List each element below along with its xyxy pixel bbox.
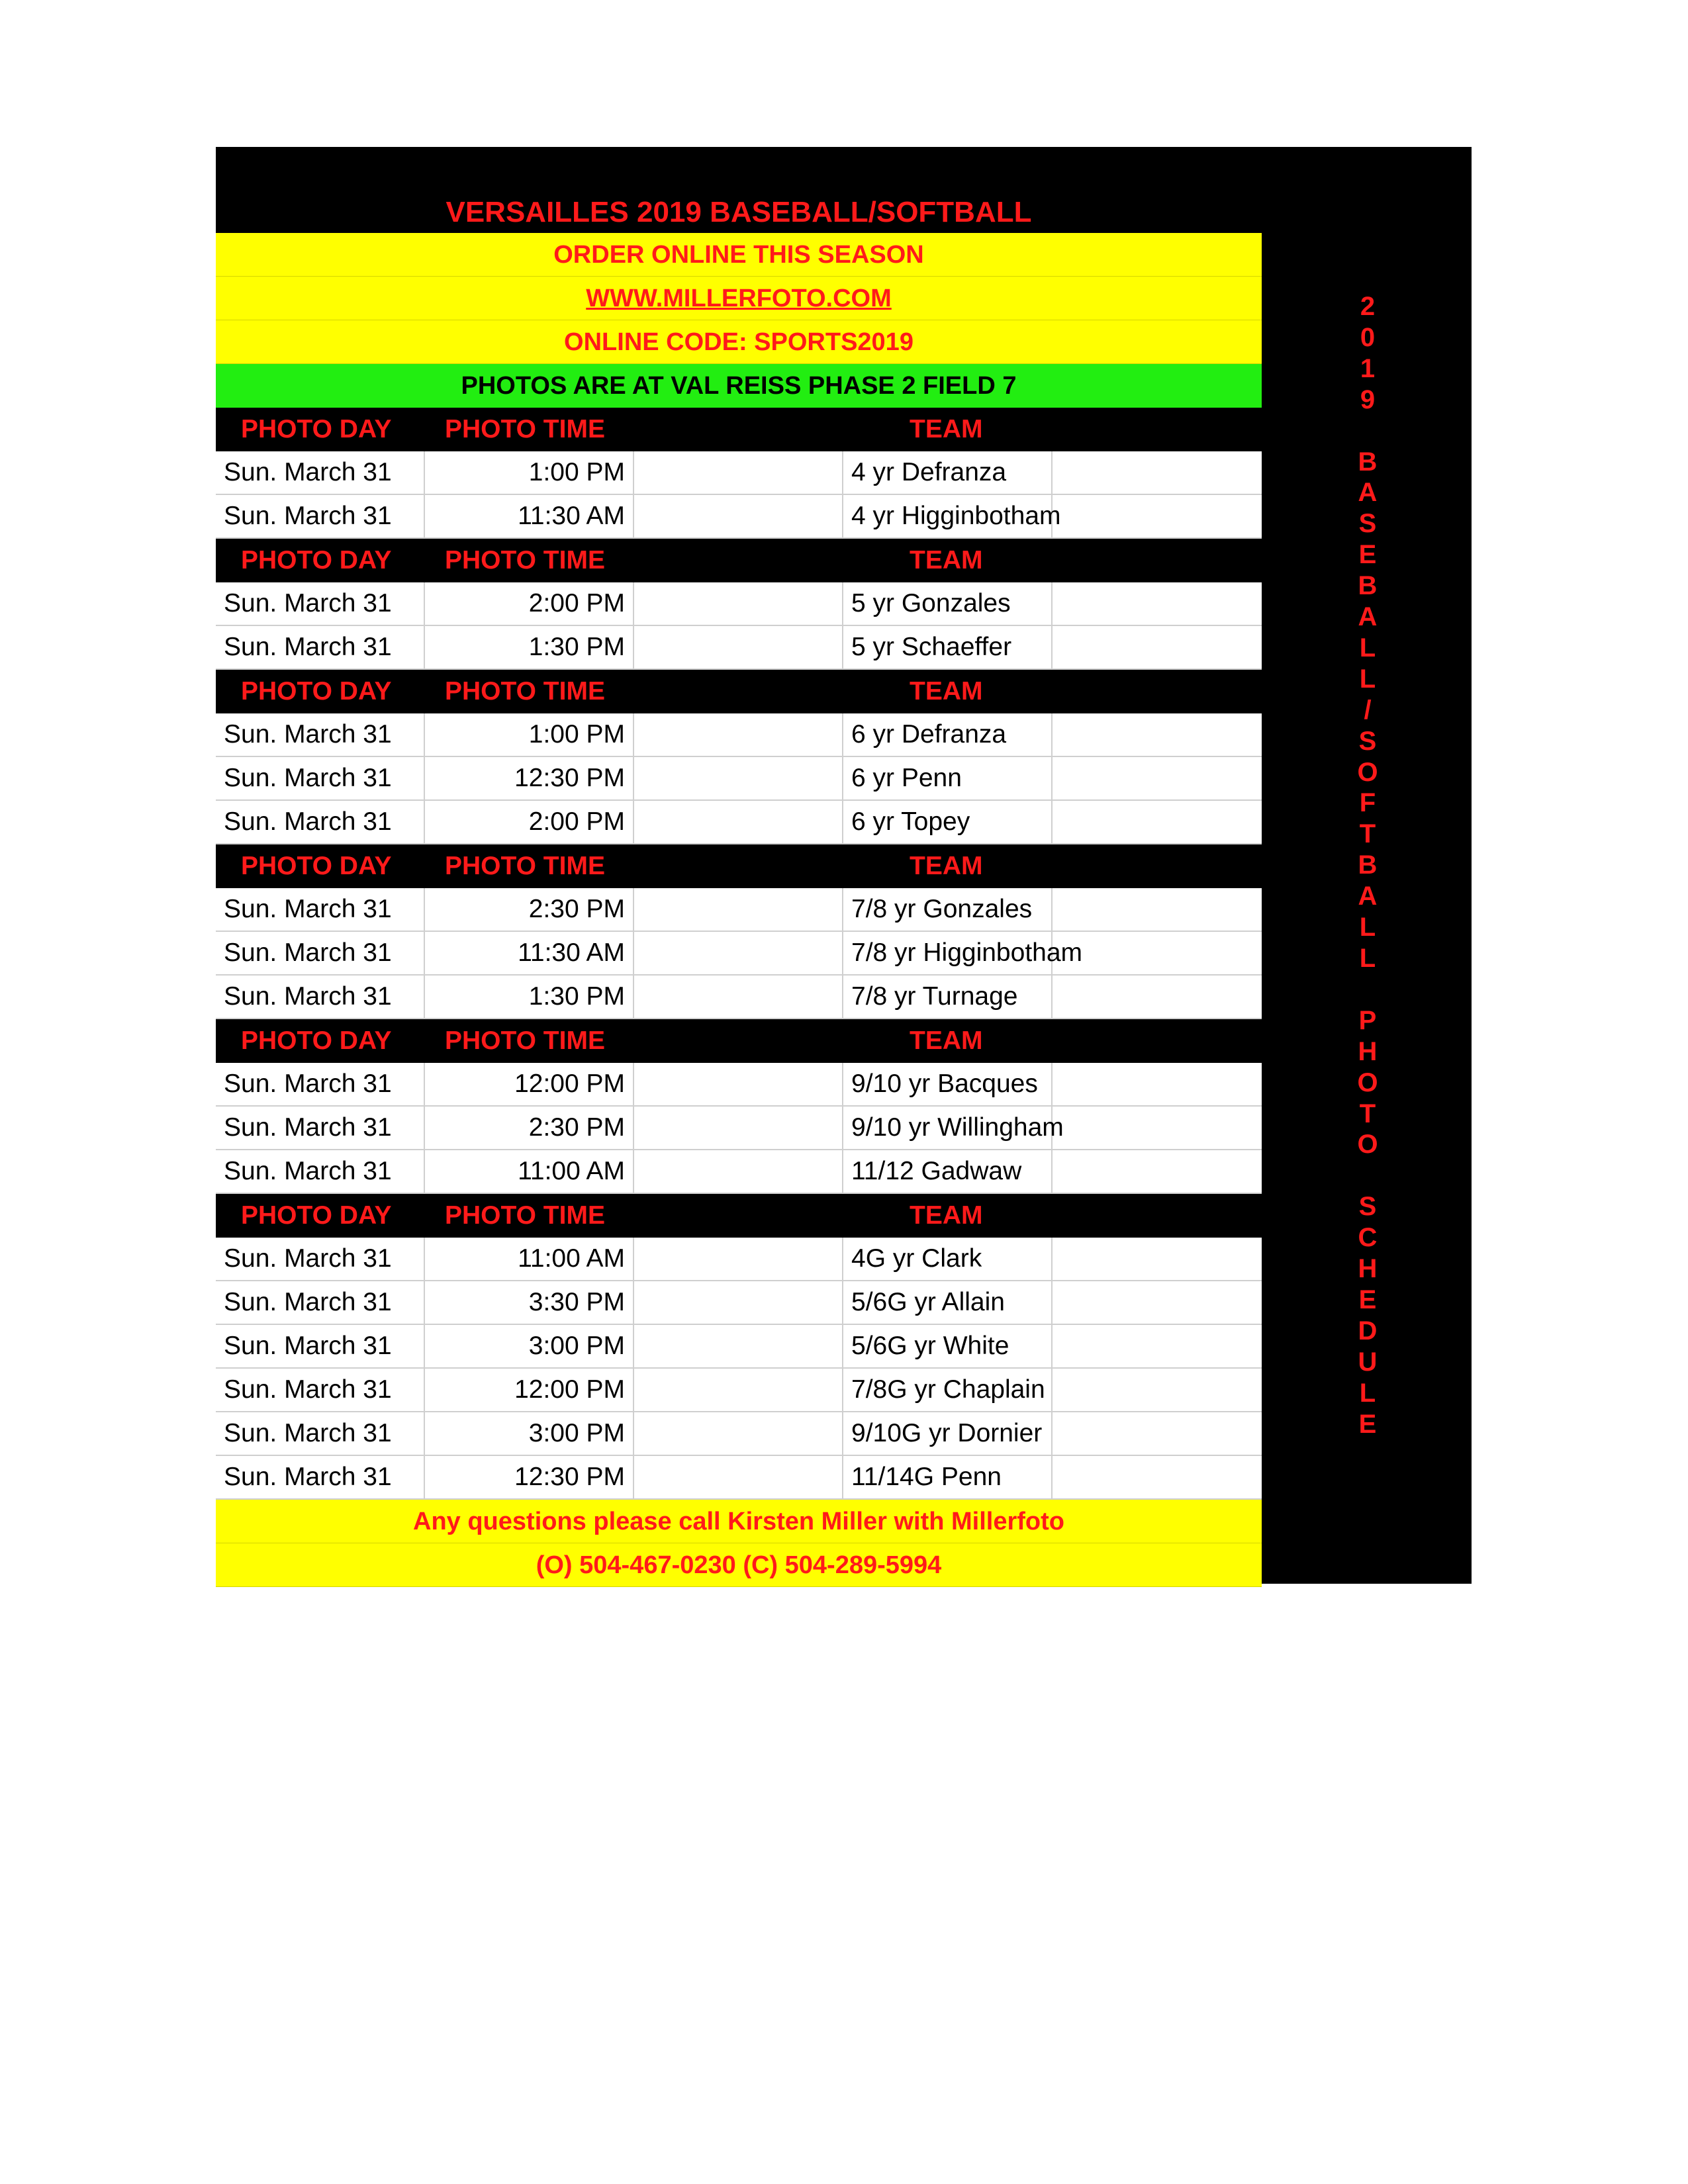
team-cell: 4G yr Clark	[843, 1238, 1053, 1281]
photo-day-cell: Sun. March 31	[216, 1107, 425, 1150]
table-row	[216, 1281, 1262, 1325]
empty-cell	[1053, 626, 1262, 670]
questions-band	[216, 1500, 1262, 1543]
team-cell: 6 yr Penn	[843, 757, 1053, 801]
empty-cell	[1053, 1325, 1262, 1369]
header-team: TEAM	[910, 1201, 983, 1230]
empty-cell	[1053, 1150, 1262, 1194]
empty-cell	[1053, 495, 1262, 539]
photo-time-cell: 2:00 PM	[425, 582, 634, 626]
header-blank	[634, 408, 843, 451]
side-title-letter: S	[1358, 509, 1377, 539]
team-cell: 5/6G yr Allain	[843, 1281, 1053, 1325]
photo-day-cell: Sun. March 31	[216, 757, 425, 801]
side-title-letter: 1	[1360, 353, 1376, 383]
header-team: TEAM	[910, 852, 983, 880]
schedule-groups	[216, 408, 1262, 1500]
empty-cell	[1053, 582, 1262, 626]
side-title-letter: H	[1358, 1036, 1378, 1066]
empty-cell	[634, 1412, 843, 1456]
photo-time-cell: 11:30 AM	[425, 932, 634, 976]
photo-time-cell: 3:00 PM	[425, 1412, 634, 1456]
team-cell: 9/10 yr Bacques	[843, 1063, 1053, 1107]
side-title-letter: S	[1358, 726, 1377, 756]
team-cell: 9/10 yr Willingham	[843, 1107, 1053, 1150]
side-title-letter: 2	[1360, 292, 1376, 321]
photo-time-cell: 2:30 PM	[425, 1107, 634, 1150]
photo-day-cell: Sun. March 31	[216, 713, 425, 757]
team-cell: 5 yr Schaeffer	[843, 626, 1053, 670]
order-online-text: ORDER ONLINE THIS SEASON	[553, 241, 924, 269]
header-photo-time: PHOTO TIME	[445, 1201, 605, 1230]
team-cell: 4 yr Higginbotham	[843, 495, 1053, 539]
table-row	[216, 932, 1262, 976]
empty-cell	[634, 451, 843, 495]
header-photo-time: PHOTO TIME	[445, 546, 605, 574]
team-cell: 5 yr Gonzales	[843, 582, 1053, 626]
side-title-letter: T	[1359, 819, 1376, 849]
photo-day-cell: Sun. March 31	[216, 626, 425, 670]
group-header-row	[216, 1194, 1262, 1238]
side-title-letter: T	[1359, 1099, 1376, 1128]
schedule-sheet	[216, 147, 1472, 1584]
table-row	[216, 451, 1262, 495]
header-blank	[634, 670, 843, 713]
empty-cell	[634, 1238, 843, 1281]
photo-day-cell: Sun. March 31	[216, 801, 425, 844]
table-row	[216, 1369, 1262, 1412]
photo-time-cell: 11:30 AM	[425, 495, 634, 539]
header-photo-day: PHOTO DAY	[241, 1201, 392, 1230]
side-title-letter: 9	[1360, 385, 1376, 414]
side-title-letter: A	[1358, 602, 1378, 632]
side-title-letter: B	[1358, 571, 1378, 601]
photo-time-cell: 3:30 PM	[425, 1281, 634, 1325]
photo-time-cell: 2:00 PM	[425, 801, 634, 844]
empty-cell	[634, 582, 843, 626]
empty-cell	[634, 1063, 843, 1107]
empty-cell	[1053, 888, 1262, 932]
header-team: TEAM	[910, 415, 983, 443]
photo-day-cell: Sun. March 31	[216, 1150, 425, 1194]
table-row	[216, 626, 1262, 670]
empty-cell	[1053, 976, 1262, 1019]
photo-day-cell: Sun. March 31	[216, 1238, 425, 1281]
team-cell: 7/8 yr Higginbotham	[843, 932, 1053, 976]
group-header-row	[216, 670, 1262, 713]
table-row	[216, 757, 1262, 801]
side-title-letter: /	[1364, 695, 1372, 725]
table-row	[216, 1107, 1262, 1150]
empty-cell	[634, 757, 843, 801]
team-cell: 11/14G Penn	[843, 1456, 1053, 1500]
online-code-text: ONLINE CODE: SPORTS2019	[564, 328, 914, 356]
header-blank	[634, 844, 843, 888]
side-title-letter: P	[1358, 1005, 1377, 1035]
photo-day-cell: Sun. March 31	[216, 1325, 425, 1369]
table-row	[216, 582, 1262, 626]
photo-time-cell: 12:30 PM	[425, 1456, 634, 1500]
empty-cell	[1053, 1456, 1262, 1500]
side-title-letter: L	[1359, 913, 1376, 942]
photo-day-cell: Sun. March 31	[216, 582, 425, 626]
header-team: TEAM	[910, 1026, 983, 1055]
photo-day-cell: Sun. March 31	[216, 1369, 425, 1412]
side-title-letter: C	[1358, 1223, 1378, 1253]
side-title-letter: F	[1359, 788, 1376, 818]
side-title-letter: D	[1358, 1316, 1378, 1345]
empty-cell	[1053, 801, 1262, 844]
team-cell: 9/10G yr Dornier	[843, 1412, 1053, 1456]
photo-time-cell: 1:30 PM	[425, 976, 634, 1019]
side-title-letter: L	[1359, 633, 1376, 662]
header-photo-day: PHOTO DAY	[241, 852, 392, 880]
empty-cell	[634, 626, 843, 670]
empty-cell	[1053, 1281, 1262, 1325]
header-photo-day: PHOTO DAY	[241, 415, 392, 443]
side-title-gap	[1354, 1160, 1487, 1191]
empty-cell	[1053, 1412, 1262, 1456]
side-title-letter: L	[1359, 944, 1376, 974]
photo-day-cell: Sun. March 31	[216, 495, 425, 539]
photo-time-cell: 3:00 PM	[425, 1325, 634, 1369]
website-band	[216, 277, 1262, 320]
phones-text: (O) 504-467-0230 (C) 504-289-5994	[536, 1551, 942, 1579]
side-title-gap	[1354, 416, 1487, 447]
website-link[interactable]: WWW.MILLERFOTO.COM	[586, 285, 892, 312]
empty-cell	[634, 1456, 843, 1500]
empty-cell	[634, 1369, 843, 1412]
table-row	[216, 1325, 1262, 1369]
side-title-letter: O	[1357, 757, 1378, 787]
header-photo-day: PHOTO DAY	[241, 677, 392, 705]
side-title-letter: H	[1358, 1254, 1378, 1284]
table-row	[216, 495, 1262, 539]
table-row	[216, 888, 1262, 932]
empty-cell	[634, 713, 843, 757]
header-photo-time: PHOTO TIME	[445, 415, 605, 443]
header-blank	[634, 1019, 843, 1063]
header-photo-day: PHOTO DAY	[241, 546, 392, 574]
empty-cell	[634, 495, 843, 539]
side-title-gap	[1354, 974, 1487, 1005]
table-row	[216, 713, 1262, 757]
empty-cell	[634, 1150, 843, 1194]
empty-cell	[1053, 1107, 1262, 1150]
header-team: TEAM	[910, 546, 983, 574]
photo-time-cell: 11:00 AM	[425, 1238, 634, 1281]
side-title-letter: E	[1358, 1409, 1377, 1439]
team-cell: 7/8G yr Chaplain	[843, 1369, 1053, 1412]
side-title-letter: L	[1359, 1378, 1376, 1408]
online-code-band	[216, 320, 1262, 364]
header-blank	[634, 539, 843, 582]
photo-time-cell: 12:00 PM	[425, 1369, 634, 1412]
empty-cell	[634, 1281, 843, 1325]
table-row	[216, 1063, 1262, 1107]
phones-band	[216, 1543, 1262, 1587]
header-photo-time: PHOTO TIME	[445, 852, 605, 880]
side-title-letter: A	[1358, 478, 1378, 508]
table-row	[216, 976, 1262, 1019]
photo-day-cell: Sun. March 31	[216, 1412, 425, 1456]
table-row	[216, 1238, 1262, 1281]
side-title-letter: U	[1358, 1347, 1378, 1377]
photo-time-cell: 2:30 PM	[425, 888, 634, 932]
title-row	[216, 147, 1262, 233]
table-row	[216, 1456, 1262, 1500]
empty-cell	[1053, 1369, 1262, 1412]
photo-day-cell: Sun. March 31	[216, 1281, 425, 1325]
order-online-band	[216, 233, 1262, 277]
empty-cell	[1053, 1238, 1262, 1281]
photo-time-cell: 12:30 PM	[425, 757, 634, 801]
photo-day-cell: Sun. March 31	[216, 932, 425, 976]
side-title-letter: A	[1358, 882, 1378, 911]
header-photo-time: PHOTO TIME	[445, 677, 605, 705]
side-title-letter: E	[1358, 540, 1377, 570]
page-title: VERSAILLES 2019 BASEBALL/SOFTBALL	[445, 196, 1032, 228]
group-header-row	[216, 844, 1262, 888]
side-title-letter: O	[1357, 1130, 1378, 1160]
group-header-row	[216, 539, 1262, 582]
empty-cell	[1053, 1063, 1262, 1107]
photo-time-cell: 1:30 PM	[425, 626, 634, 670]
side-vertical-title	[1354, 291, 1487, 1439]
table-row	[216, 801, 1262, 844]
header-team: TEAM	[910, 677, 983, 705]
photo-day-cell: Sun. March 31	[216, 451, 425, 495]
team-cell: 7/8 yr Turnage	[843, 976, 1053, 1019]
photo-time-cell: 12:00 PM	[425, 1063, 634, 1107]
header-photo-time: PHOTO TIME	[445, 1026, 605, 1055]
location-text: PHOTOS ARE AT VAL REISS PHASE 2 FIELD 7	[461, 372, 1017, 400]
side-title-letter: B	[1358, 447, 1378, 477]
empty-cell	[1053, 713, 1262, 757]
empty-cell	[1053, 451, 1262, 495]
empty-cell	[634, 932, 843, 976]
empty-cell	[1053, 757, 1262, 801]
team-cell: 5/6G yr White	[843, 1325, 1053, 1369]
side-title-letter: 0	[1360, 322, 1376, 352]
photo-day-cell: Sun. March 31	[216, 1063, 425, 1107]
header-photo-day: PHOTO DAY	[241, 1026, 392, 1055]
team-cell: 7/8 yr Gonzales	[843, 888, 1053, 932]
side-title-letter: L	[1359, 664, 1376, 694]
group-header-row	[216, 408, 1262, 451]
group-header-row	[216, 1019, 1262, 1063]
photo-time-cell: 1:00 PM	[425, 451, 634, 495]
empty-cell	[634, 801, 843, 844]
photo-day-cell: Sun. March 31	[216, 976, 425, 1019]
photo-time-cell: 1:00 PM	[425, 713, 634, 757]
empty-cell	[634, 888, 843, 932]
team-cell: 4 yr Defranza	[843, 451, 1053, 495]
schedule-table	[216, 147, 1262, 1587]
header-blank	[634, 1194, 843, 1238]
empty-cell	[634, 976, 843, 1019]
side-title-letter: S	[1358, 1192, 1377, 1222]
empty-cell	[634, 1107, 843, 1150]
empty-cell	[1053, 932, 1262, 976]
questions-text: Any questions please call Kirsten Miller with Millerfoto	[413, 1508, 1064, 1535]
side-title-letter: E	[1358, 1285, 1377, 1314]
team-cell: 6 yr Defranza	[843, 713, 1053, 757]
team-cell: 11/12 Gadwaw	[843, 1150, 1053, 1194]
team-cell: 6 yr Topey	[843, 801, 1053, 844]
photo-time-cell: 11:00 AM	[425, 1150, 634, 1194]
table-row	[216, 1150, 1262, 1194]
side-title-letter: O	[1357, 1068, 1378, 1097]
photo-day-cell: Sun. March 31	[216, 1456, 425, 1500]
side-title-letter: B	[1358, 850, 1378, 880]
empty-cell	[634, 1325, 843, 1369]
photo-day-cell: Sun. March 31	[216, 888, 425, 932]
table-row	[216, 1412, 1262, 1456]
location-band	[216, 364, 1262, 408]
